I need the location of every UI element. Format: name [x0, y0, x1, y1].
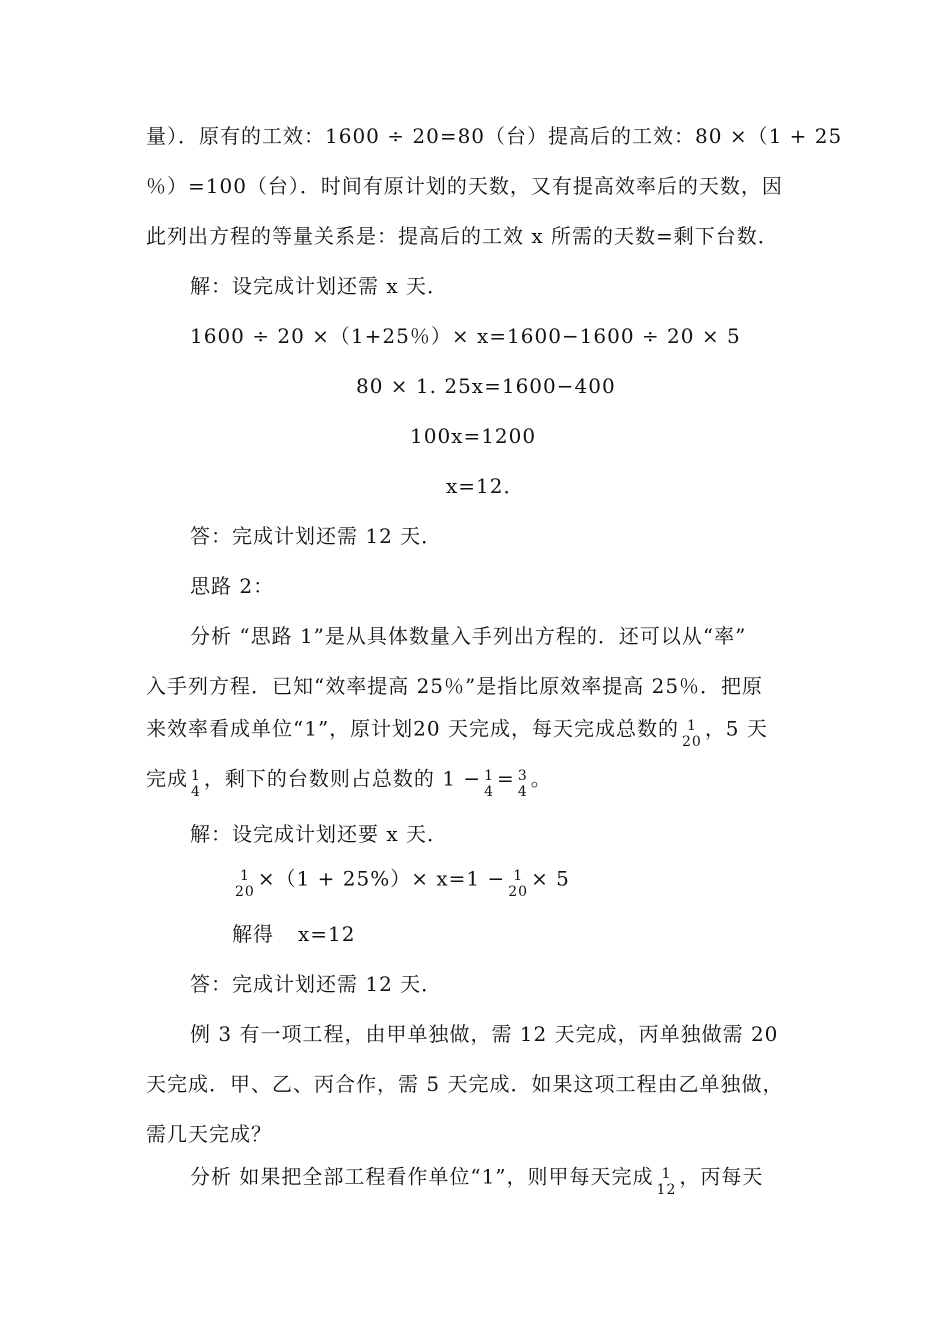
- fraction-one-twentieth: [682, 718, 702, 750]
- solve-result: [232, 920, 356, 948]
- text-line-1: 量）．原有的工效：1600 ÷ 20=80（台）提高后的工效：80 ×（1 + 25: [146, 124, 843, 148]
- solution-intro-1: 解：设完成计划还需 x 天．: [190, 274, 448, 298]
- analysis-line-1: 分析 “思路 1”是从具体数量入手列出方程的．还可以从“率”: [190, 624, 747, 648]
- solve-label: 解得: [232, 922, 274, 946]
- text-line-3: 此列出方程的等量关系是：提高后的工效 x 所需的天数=剩下台数．: [146, 224, 779, 248]
- solution-intro-2: 解：设完成计划还要 x 天．: [190, 822, 448, 846]
- example-3-line-1: 例 3 有一项工程，由甲单独做，需 12 天完成，丙单独做需 20: [190, 1022, 779, 1046]
- analysis-example-3-text-b: ，丙每天: [679, 1164, 764, 1189]
- analysis-line-3-text-a: 来效率看成单位“1”，原计划20 天完成，每天完成总数的: [146, 716, 679, 741]
- fraction-denominator: 20: [235, 884, 255, 900]
- approach-2-heading: 思路 2：: [190, 574, 275, 598]
- example-3-line-3: 需几天完成？: [146, 1122, 272, 1146]
- fraction-denominator: 20: [681, 734, 702, 750]
- example-3-line-2: 天完成．甲、乙、丙合作，需 5 天完成．如果这项工程由乙单独做，: [146, 1072, 784, 1096]
- analysis-line-4-text-d: 。: [530, 766, 552, 791]
- fraction-one-twelfth: [657, 1166, 677, 1198]
- analysis-line-4-text-a: 完成: [146, 766, 188, 791]
- fraction-denominator: 4: [191, 784, 201, 800]
- solve-value: x=12: [298, 922, 356, 946]
- fraction-numerator: 1: [686, 718, 697, 734]
- fraction-one-twentieth-2: [235, 868, 255, 900]
- analysis-line-3: [146, 714, 768, 750]
- equation-5-text-a: ×（1 + 25%）× x=1 −: [257, 866, 506, 891]
- equation-1: 1600 ÷ 20 ×（1+25％）× x=1600−1600 ÷ 20 × 5: [190, 324, 741, 348]
- equation-5-text-b: × 5: [531, 866, 570, 891]
- equation-4: x=12．: [446, 474, 525, 498]
- fraction-numerator: 1: [484, 768, 495, 784]
- text-line-2: ％）=100（台）．时间有原计划的天数，又有提高效率后的天数，因: [146, 174, 783, 198]
- fraction-numerator: 1: [191, 768, 201, 784]
- fraction-denominator: 20: [508, 884, 529, 900]
- answer-2: 答：完成计划还需 12 天．: [190, 972, 443, 996]
- fraction-numerator: 1: [513, 868, 524, 884]
- analysis-example-3: [190, 1162, 764, 1198]
- fraction-one-quarter-2: [484, 768, 494, 800]
- fraction-denominator: 4: [517, 784, 528, 800]
- fraction-numerator: 1: [239, 868, 250, 884]
- equation-2: 80 × 1. 25x=1600−400: [356, 374, 616, 398]
- fraction-denominator: 12: [656, 1182, 677, 1198]
- fraction-one-twentieth-3: [508, 868, 528, 900]
- analysis-line-4: [146, 764, 552, 800]
- equation-5: [232, 864, 570, 900]
- analysis-line-3-text-b: ，5 天: [704, 716, 768, 741]
- equals-sign: =: [497, 766, 515, 791]
- analysis-example-3-text-a: 分析 如果把全部工程看作单位“1”，则甲每天完成: [190, 1164, 654, 1189]
- fraction-three-quarters: [518, 768, 528, 800]
- fraction-one-quarter: [191, 768, 201, 800]
- analysis-line-2: 入手列方程．已知“效率提高 25％”是指比原效率提高 25％．把原: [146, 674, 764, 698]
- fraction-numerator: 3: [517, 768, 528, 784]
- analysis-line-4-text-b: ，剩下的台数则占总数的 1 −: [203, 766, 482, 791]
- equation-3: 100x=1200: [410, 424, 537, 448]
- fraction-numerator: 1: [661, 1166, 672, 1182]
- answer-1: 答：完成计划还需 12 天．: [190, 524, 443, 548]
- fraction-denominator: 4: [484, 784, 495, 800]
